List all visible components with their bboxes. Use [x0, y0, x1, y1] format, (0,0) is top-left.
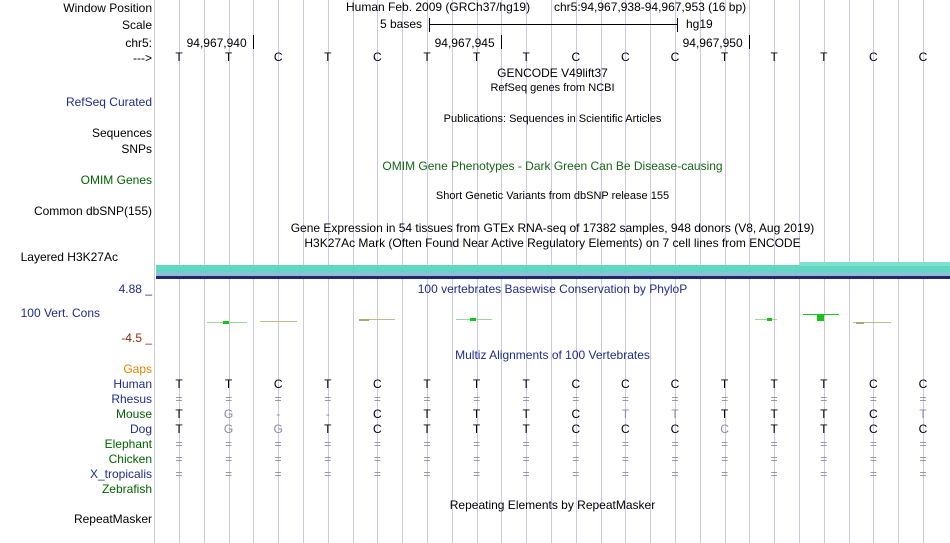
species-label-chicken[interactable]: Chicken	[108, 452, 152, 466]
aligned-base: =	[671, 437, 679, 451]
aligned-base: T	[472, 407, 481, 421]
aligned-base: C	[918, 422, 928, 436]
scale-bar-right-tick	[677, 18, 678, 32]
aligned-base: =	[175, 467, 183, 481]
aligned-base: T	[175, 422, 183, 436]
aligned-base: T	[522, 377, 530, 391]
aligned-base: C	[918, 377, 928, 391]
aligned-base: =	[572, 392, 580, 406]
aligned-base: =	[175, 392, 183, 406]
species-label-mouse[interactable]: Mouse	[115, 407, 152, 421]
reference-base: T	[324, 50, 332, 64]
aligned-base: =	[671, 452, 679, 466]
gtex-track-title[interactable]: Gene Expression in 54 tissues from GTEx RNA-seq of 17382 samples, 948 donors (V8, Aug 2019)	[290, 221, 815, 235]
aligned-base: T	[621, 407, 630, 421]
reference-base: C	[273, 50, 283, 64]
aligned-base: T	[423, 407, 431, 421]
species-label-elephant[interactable]: Elephant	[104, 437, 152, 451]
track-label-column	[0, 0, 154, 543]
aligned-base: C	[621, 422, 630, 436]
track-label-omim[interactable]: OMIM Genes	[80, 173, 152, 187]
reference-base: T	[472, 50, 481, 64]
aligned-base: =	[522, 392, 530, 406]
aligned-base: =	[869, 452, 877, 466]
aligned-base: T	[522, 422, 530, 436]
aligned-base: =	[919, 452, 927, 466]
multiz-track-title[interactable]: Multiz Alignments of 100 Vertebrates	[455, 348, 650, 362]
reference-base: T	[820, 50, 828, 64]
aligned-base: T	[720, 407, 729, 421]
aligned-base: =	[225, 392, 233, 406]
aligned-base: =	[324, 452, 332, 466]
reference-base: C	[869, 50, 878, 64]
phylop-bar	[817, 314, 824, 321]
aligned-base: =	[572, 452, 580, 466]
track-label-sequences[interactable]: Sequences	[91, 126, 152, 140]
dbsnp-track-title[interactable]: Short Genetic Variants from dbSNP release 155	[435, 190, 670, 202]
aligned-base: =	[770, 392, 778, 406]
aligned-base: =	[473, 452, 481, 466]
aligned-base: =	[324, 392, 332, 406]
aligned-base: C	[869, 422, 878, 436]
aligned-base: C	[571, 377, 581, 391]
aligned-base: =	[175, 452, 183, 466]
assembly-title: Human Feb. 2009 (GRCh37/hg19)	[346, 0, 531, 14]
reference-base: C	[670, 50, 680, 64]
species-label-human[interactable]: Human	[113, 377, 152, 391]
aligned-base: C	[720, 422, 729, 436]
aligned-base: =	[522, 467, 530, 481]
repeatmasker-track-title[interactable]: Repeating Elements by RepeatMasker	[449, 498, 656, 512]
track-label-refseq[interactable]: RefSeq Curated	[65, 95, 152, 109]
aligned-base: C	[670, 377, 680, 391]
coordinate-label: 94,967,945	[434, 36, 495, 50]
aligned-base: =	[572, 437, 580, 451]
species-label-rhesus[interactable]: Rhesus	[111, 392, 152, 406]
aligned-base: G	[223, 407, 234, 421]
aligned-base: =	[522, 437, 530, 451]
aligned-base: T	[770, 422, 778, 436]
aligned-base: C	[670, 422, 680, 436]
aligned-base: C	[571, 407, 581, 421]
aligned-base: T	[472, 422, 481, 436]
track-label-h3k27ac[interactable]: Layered H3K27Ac	[20, 250, 118, 264]
scale-text: 5 bases	[380, 17, 423, 31]
aligned-base: =	[820, 392, 828, 406]
aligned-base: =	[820, 467, 828, 481]
aligned-base: =	[473, 467, 481, 481]
aligned-base: =	[373, 437, 381, 451]
aligned-base: T	[175, 407, 183, 421]
aligned-base: =	[324, 437, 332, 451]
aligned-base: =	[721, 452, 729, 466]
aligned-base: T	[175, 377, 183, 391]
window-position: chr5:94,967,938-94,967,953 (16 bp)	[554, 0, 747, 14]
aligned-base: =	[721, 437, 729, 451]
coordinate-label: 94,967,940	[186, 36, 247, 50]
aligned-base: G	[273, 422, 283, 436]
reference-base: C	[373, 50, 382, 64]
window-position-label: Window Position	[63, 1, 152, 15]
reference-base: C	[571, 50, 581, 64]
track-label-repeatmasker[interactable]: RepeatMasker	[73, 512, 152, 526]
phylop-track-title[interactable]: 100 vertebrates Basewise Conservation by PhyloP	[417, 282, 688, 296]
aligned-base: =	[324, 467, 332, 481]
track-label-snps[interactable]: SNPs	[121, 142, 152, 156]
aligned-base: =	[869, 467, 877, 481]
aligned-base: T	[472, 377, 481, 391]
aligned-base: T	[324, 377, 332, 391]
reference-base: T	[770, 50, 778, 64]
species-label-dog[interactable]: Dog	[129, 422, 152, 436]
phylop-bar	[470, 318, 476, 321]
aligned-base: C	[373, 422, 382, 436]
aligned-base: =	[919, 437, 927, 451]
aligned-base: T	[820, 422, 828, 436]
reference-base: C	[918, 50, 928, 64]
aligned-base: G	[223, 422, 234, 436]
aligned-base: T	[522, 407, 530, 421]
species-label-x_tropicalis[interactable]: X_tropicalis	[89, 467, 152, 481]
aligned-base: =	[721, 467, 729, 481]
aligned-base: =	[919, 392, 927, 406]
aligned-base: T	[919, 407, 927, 421]
aligned-base: =	[225, 437, 233, 451]
phylop-min-value: -4.5 _	[121, 331, 152, 345]
phylop-bar	[856, 322, 864, 324]
aligned-base: C	[571, 422, 581, 436]
aligned-base: T	[423, 422, 431, 436]
aligned-base: =	[621, 392, 629, 406]
reference-base: T	[224, 50, 233, 64]
aligned-base: =	[621, 467, 629, 481]
gencode-track-title[interactable]: GENCODE V49lift37	[497, 66, 608, 80]
aligned-base: =	[770, 437, 778, 451]
aligned-base: =	[621, 437, 629, 451]
strand-label: --->	[133, 51, 152, 65]
aligned-base: =	[373, 452, 381, 466]
aligned-base: =	[869, 392, 877, 406]
aligned-base: =	[671, 467, 679, 481]
aligned-base: C	[869, 377, 878, 391]
aligned-base: =	[423, 437, 431, 451]
aligned-base: T	[820, 407, 828, 421]
aligned-base: C	[621, 377, 630, 391]
h3k27ac-signal-peak	[800, 262, 950, 266]
aligned-base: T	[770, 407, 778, 421]
aligned-base: T	[224, 377, 233, 391]
aligned-base: =	[770, 467, 778, 481]
aligned-base: =	[671, 392, 679, 406]
phylop-bar	[260, 321, 297, 322]
phylop-bar	[223, 321, 229, 324]
aligned-base: =	[621, 452, 629, 466]
scale-db: hg19	[686, 17, 713, 31]
omim-track-title[interactable]: OMIM Gene Phenotypes - Dark Green Can Be Disease-causing	[382, 159, 723, 173]
reference-base: T	[720, 50, 729, 64]
aligned-base: =	[522, 452, 530, 466]
aligned-base: C	[373, 407, 382, 421]
aligned-base: =	[820, 452, 828, 466]
aligned-base: =	[869, 437, 877, 451]
aligned-base: T	[671, 407, 679, 421]
aligned-base: =	[373, 467, 381, 481]
aligned-base: -	[276, 407, 281, 421]
h3k27ac-track-title[interactable]: H3K27Ac Mark (Often Found Near Active Regulatory Elements) on 7 cell lines from ENCODE	[304, 236, 801, 250]
publications-track-title[interactable]: Publications: Sequences in Scientific Articles	[443, 113, 662, 125]
refseq-track-title[interactable]: RefSeq genes from NCBI	[490, 82, 615, 94]
aligned-base: =	[473, 392, 481, 406]
aligned-base: =	[820, 437, 828, 451]
aligned-base: =	[225, 452, 233, 466]
track-label-phylop[interactable]: 100 Vert. Cons	[20, 306, 100, 320]
coordinate-label: 94,967,950	[682, 36, 743, 50]
phylop-bar	[755, 319, 777, 320]
chrom-label: chr5:	[125, 36, 152, 50]
aligned-base: =	[423, 452, 431, 466]
aligned-base: =	[423, 467, 431, 481]
species-label-zebrafish[interactable]: Zebrafish	[101, 482, 152, 496]
aligned-base: =	[225, 467, 233, 481]
scale-bar	[429, 24, 678, 25]
aligned-base: =	[175, 437, 183, 451]
aligned-base: =	[473, 437, 481, 451]
track-label-gaps[interactable]: Gaps	[123, 362, 152, 376]
aligned-base: -	[325, 407, 330, 421]
aligned-base: C	[869, 407, 878, 421]
aligned-base: T	[324, 422, 332, 436]
aligned-base: =	[572, 467, 580, 481]
phylop-bar	[359, 319, 369, 321]
h3k27ac-signal	[156, 265, 950, 273]
aligned-base: T	[770, 377, 778, 391]
coordinate-tick	[253, 35, 254, 49]
aligned-base: =	[274, 437, 282, 451]
track-label-dbsnp[interactable]: Common dbSNP(155)	[33, 204, 152, 218]
reference-base: T	[522, 50, 530, 64]
aligned-base: =	[423, 392, 431, 406]
aligned-base: =	[373, 392, 381, 406]
reference-base: T	[423, 50, 431, 64]
phylop-max-value: 4.88 _	[118, 282, 152, 296]
aligned-base: C	[373, 377, 382, 391]
aligned-base: T	[820, 377, 828, 391]
phylop-bar	[767, 318, 772, 321]
aligned-base: =	[274, 467, 282, 481]
aligned-base: =	[274, 452, 282, 466]
aligned-base: =	[919, 467, 927, 481]
aligned-base: T	[720, 377, 729, 391]
aligned-base: C	[273, 377, 283, 391]
h3k27ac-baseline	[156, 276, 950, 279]
coordinate-tick	[749, 35, 750, 49]
aligned-base: =	[721, 392, 729, 406]
reference-base: C	[621, 50, 630, 64]
aligned-base: T	[423, 377, 431, 391]
coordinate-tick	[501, 35, 502, 49]
aligned-base: =	[274, 392, 282, 406]
reference-base: T	[175, 50, 183, 64]
scale-bar-left-tick	[429, 18, 430, 32]
aligned-base: =	[770, 452, 778, 466]
scale-label: Scale	[121, 18, 152, 32]
